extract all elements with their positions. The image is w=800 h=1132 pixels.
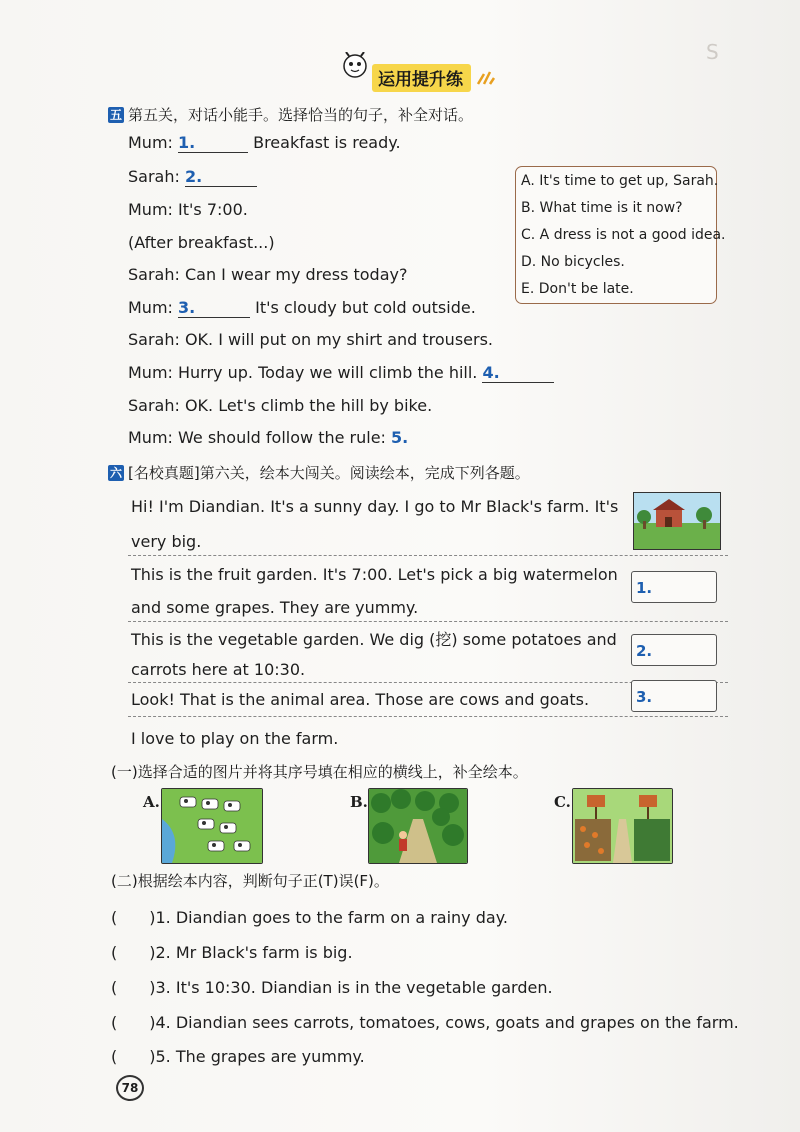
story-line-5: This is the vegetable garden. We dig (挖) some potatoes and <box>131 630 617 649</box>
picture-b-label: B. <box>350 793 368 811</box>
bleed-through-mark: S <box>706 40 719 64</box>
story-divider-2 <box>128 621 728 622</box>
story-line-7: Look! That is the animal area. Those are cows and goats. <box>131 690 590 709</box>
option-e: E. Don't be late. <box>521 281 634 297</box>
answer-blank-1[interactable]: 1. <box>178 133 248 153</box>
picture-c-label: C. <box>554 793 571 811</box>
statement-3: ( )3. It's 10:30. Diandian is in the vegetable garden. <box>111 978 553 997</box>
vegetable-garden-picture <box>572 788 673 864</box>
story-line-4: and some grapes. They are yummy. <box>131 598 419 617</box>
answer-box-3[interactable]: 3. <box>631 680 717 712</box>
options-box <box>515 166 726 304</box>
dialogue-line-7: Sarah: OK. I will put on my shirt and trousers. <box>128 330 493 349</box>
tf-answer-5[interactable]: ( ) <box>111 1047 156 1066</box>
story-line-3: This is the fruit garden. It's 7:00. Let's pick a big watermelon <box>131 565 618 584</box>
section-5-title: 五 第五关，对话小能手。选择恰当的句子，补全对话。 <box>109 106 474 124</box>
answer-box-1[interactable]: 1. <box>631 571 717 603</box>
section-6-badge: 六 <box>109 466 122 480</box>
sparkle-icon <box>476 70 496 86</box>
story-divider-1 <box>128 555 728 556</box>
option-a: A. It's time to get up, Sarah. <box>521 173 719 189</box>
section-6-title: 六 [名校真题]第六关，绘本大闯关。阅读绘本，完成下列各题。 <box>109 464 530 482</box>
fruit-garden-picture <box>368 788 468 864</box>
dialogue-line-1: Mum: 1. Breakfast is ready. <box>128 133 401 152</box>
story-line-2: very big. <box>131 532 202 551</box>
tf-answer-3[interactable]: ( ) <box>111 978 156 997</box>
statement-5: ( )5. The grapes are yummy. <box>111 1047 365 1066</box>
dialogue-line-4: (After breakfast...) <box>128 233 275 252</box>
answer-blank-4[interactable]: 4. <box>482 363 554 383</box>
dialogue-line-3: Mum: It's 7:00. <box>128 200 248 219</box>
story-divider-4 <box>128 716 728 717</box>
answer-blank-3[interactable]: 3. <box>178 298 250 318</box>
page-title: 运用提升练 <box>372 64 471 92</box>
answer-blank-2[interactable]: 2. <box>185 167 257 187</box>
dialogue-line-9: Sarah: OK. Let's climb the hill by bike. <box>128 396 433 415</box>
option-b: B. What time is it now? <box>521 200 683 216</box>
part-2-title: (二)根据绘本内容，判断句子正(T)误(F)。 <box>111 872 389 890</box>
story-line-8: I love to play on the farm. <box>131 729 339 748</box>
dialogue-line-5: Sarah: Can I wear my dress today? <box>128 265 408 284</box>
page-number: 78 <box>116 1075 144 1101</box>
option-c: C. A dress is not a good idea. <box>521 227 726 243</box>
tf-answer-1[interactable]: ( ) <box>111 908 156 927</box>
dialogue-line-10: Mum: We should follow the rule: 5. <box>128 428 411 447</box>
option-d: D. No bicycles. <box>521 254 625 270</box>
dialogue-line-6: Mum: 3. It's cloudy but cold outside. <box>128 298 476 317</box>
statement-2: ( )2. Mr Black's farm is big. <box>111 943 353 962</box>
story-line-1: Hi! I'm Diandian. It's a sunny day. I go to Mr Black's farm. It's <box>131 497 619 516</box>
statement-4: ( )4. Diandian sees carrots, tomatoes, cows, goats and grapes on the farm. <box>111 1013 739 1032</box>
tf-answer-4[interactable]: ( ) <box>111 1013 156 1032</box>
picture-a-label: A. <box>143 793 160 811</box>
tf-answer-2[interactable]: ( ) <box>111 943 156 962</box>
dialogue-line-2: Sarah: 2. <box>128 167 257 187</box>
dialogue-line-8: Mum: Hurry up. Today we will climb the hill. 4. <box>128 363 554 383</box>
farm-picture <box>633 492 721 550</box>
part-1-title: (一)选择合适的图片并将其序号填在相应的横线上，补全绘本。 <box>111 763 528 781</box>
answer-box-2[interactable]: 2. <box>631 634 717 666</box>
section-5-badge: 五 <box>109 108 122 122</box>
cows-goats-picture <box>161 788 263 864</box>
answer-blank-5[interactable]: 5. <box>391 428 409 447</box>
statement-1: ( )1. Diandian goes to the farm on a rainy day. <box>111 908 508 927</box>
mascot-icon <box>340 52 370 82</box>
story-line-6: carrots here at 10:30. <box>131 660 306 679</box>
